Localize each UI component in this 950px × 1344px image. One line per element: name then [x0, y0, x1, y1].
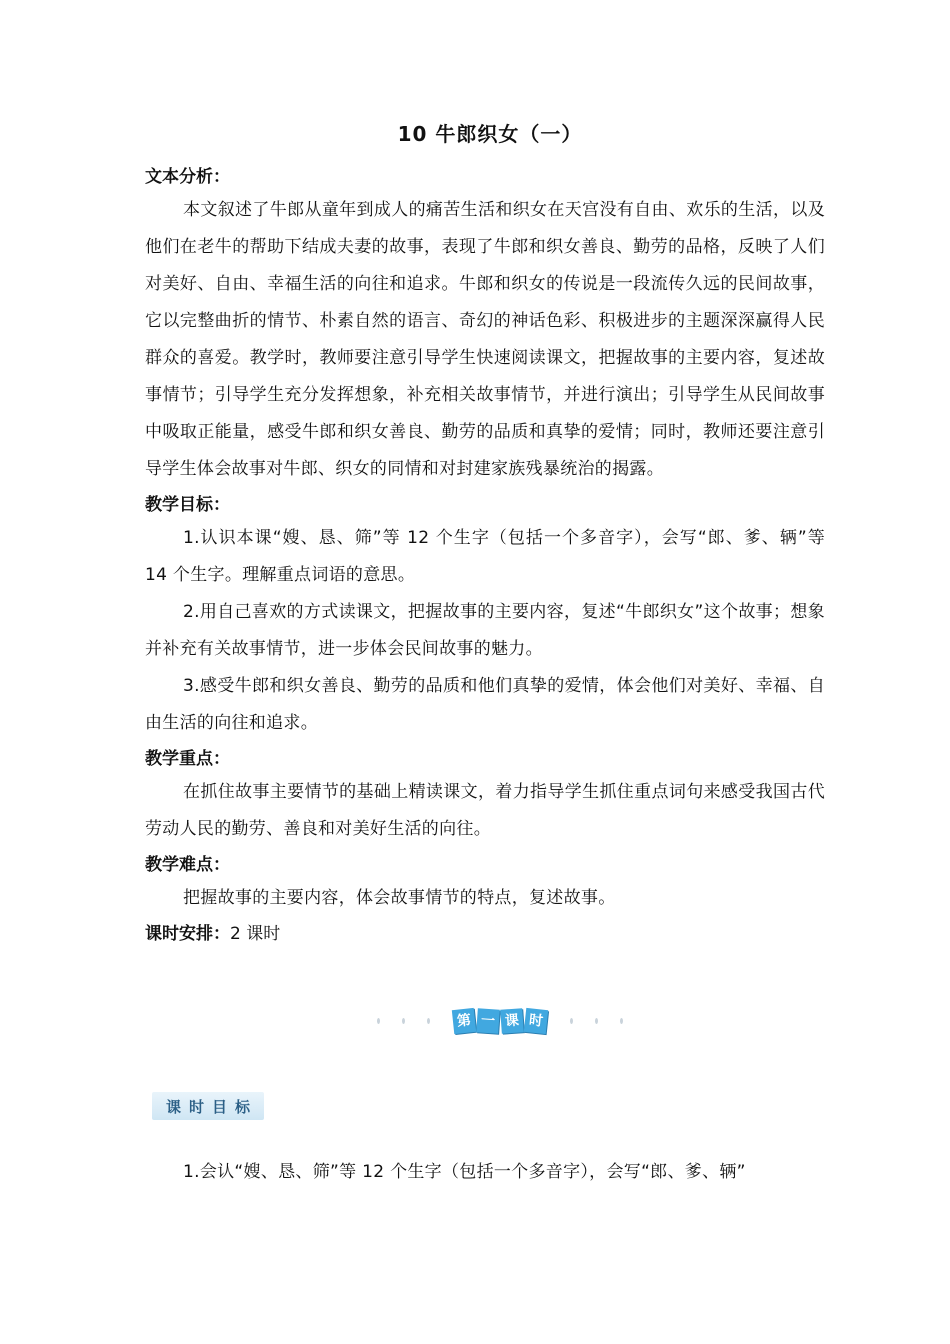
schedule-value: 2 课时 [230, 924, 281, 944]
lesson-badge [453, 1009, 547, 1033]
lesson-banner [370, 1004, 630, 1038]
lesson-goal-item-1: 1.会认“嫂、恳、筛”等 12 个生字（包括一个多音字），会写“郎、爹、辆” [183, 1162, 746, 1182]
dot-icon [570, 1018, 573, 1024]
goal-item-1: 1.认识本课“嫂、恳、筛”等 12 个生字（包括一个多音字），会写“郎、爹、辆”等 14 个生字。理解重点词语的意思。 [145, 528, 825, 585]
goal-label-char: 标 [235, 1097, 251, 1116]
badge-char: 课 [500, 1008, 524, 1033]
goal-item-2: 2.用自己喜欢的方式读课文，把握故事的主要内容，复述“牛郎织女”这个故事；想象并补充有关故事情节，进一步体会民间故事的魅力。 [145, 602, 825, 659]
key-points-paragraph: 在抓住故事主要情节的基础上精读课文，着力指导学生抓住重点词句来感受我国古代劳动人民的勤劳、善良和对美好生活的向往。 [145, 782, 825, 839]
page-title: 10 牛郎织女（一） [397, 122, 583, 146]
lesson-goal-label [152, 1092, 264, 1120]
difficulty-heading: 教学难点： [145, 855, 230, 875]
analysis-paragraph: 本文叙述了牛郎从童年到成人的痛苦生活和织女在天宫没有自由、欢乐的生活，以及他们在老牛的帮助下结成夫妻的故事，表现了牛郎和织女善良、勤劳的品格，反映了人们对美好、自由、幸福生活的向往和追求。牛郎和织女的传说是一段流传久远的民间故事，它以完整曲折的情节、朴素自然的语言、奇幻的神话色彩、积极进步的主题深深赢得人民群众的喜爱。教学时，教师要注意引导学生快速阅读课文，把握故事的主要内容，复述故事情节；引导学生充分发挥想象，补充相关故事情节，并进行演出；引导学生从民间故事中吸取正能量，感受牛郎和织女善良、勤劳的品质和真挚的爱情；同时，教师还要注意引导学生体会故事对牛郎、织女的同情和对封建家族残暴统治的揭露。 [145, 200, 825, 479]
document-body [145, 160, 825, 949]
goal-label-char: 时 [189, 1097, 205, 1116]
goals-heading: 教学目标： [145, 495, 230, 515]
dot-icon [595, 1018, 598, 1024]
dot-icon [402, 1018, 405, 1024]
dot-icon [427, 1018, 430, 1024]
goal-label-char: 课 [166, 1097, 182, 1116]
key-points-heading: 教学重点： [145, 749, 230, 769]
badge-char: 时 [524, 1008, 548, 1034]
difficulty-paragraph: 把握故事的主要内容，体会故事情节的特点，复述故事。 [183, 888, 616, 908]
goal-item-3: 3.感受牛郎和织女善良、勤劳的品质和他们真挚的爱情，体会他们对美好、幸福、自由生活的向往和追求。 [145, 676, 825, 733]
schedule-line [145, 919, 825, 949]
badge-char: 一 [476, 1008, 500, 1033]
dot-icon [620, 1018, 623, 1024]
dot-icon [377, 1018, 380, 1024]
schedule-label: 课时安排： [145, 924, 230, 944]
badge-char: 第 [452, 1008, 476, 1034]
goal-label-char: 目 [212, 1097, 228, 1116]
analysis-heading: 文本分析： [145, 167, 230, 187]
